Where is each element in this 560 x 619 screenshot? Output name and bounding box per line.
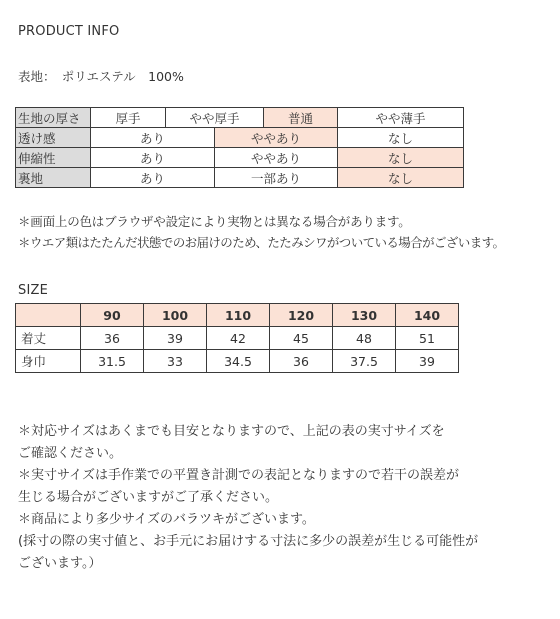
fabric-cell: やや厚手 [166, 108, 264, 128]
size-column-header: 140 [396, 304, 459, 327]
size-cell: 48 [333, 327, 396, 350]
note-color: ＊画面上の色はブラウザや設定により実物とは異なる場合があります。 [18, 214, 411, 229]
fabric-cell: 一部あり [215, 168, 338, 188]
size-cell: 51 [396, 327, 459, 350]
fabric-cell-selected: なし [338, 148, 464, 168]
fabric-row-thickness [16, 108, 464, 128]
row-label: 透け感 [16, 128, 91, 148]
size-cell: 36 [270, 350, 333, 373]
row-label: 伸縮性 [16, 148, 91, 168]
size-cell: 34.5 [207, 350, 270, 373]
size-row-width [16, 350, 459, 373]
fabric-properties-table [15, 107, 464, 188]
material-text: 表地： ポリエステル 100% [18, 69, 184, 84]
size-row-label: 着丈 [16, 327, 81, 350]
fabric-cell: やや薄手 [338, 108, 464, 128]
fabric-cell: なし [338, 128, 464, 148]
fabric-cell-selected: 普通 [264, 108, 338, 128]
size-table [15, 303, 459, 373]
size-row-length [16, 327, 459, 350]
size-cell: 33 [144, 350, 207, 373]
size-column-header: 130 [333, 304, 396, 327]
fabric-cell: あり [91, 168, 215, 188]
size-header-row [16, 304, 459, 327]
size-header-blank [16, 304, 81, 327]
fabric-cell-selected: なし [338, 168, 464, 188]
fabric-row-lining [16, 168, 464, 188]
size-cell: 31.5 [81, 350, 144, 373]
disclaimer-block [18, 421, 478, 575]
disclaimer-line: ＊対応サイズはあくまでも目安となりますので、上記の表の実寸サイズを [18, 424, 445, 439]
size-cell: 45 [270, 327, 333, 350]
fabric-cell: あり [91, 148, 215, 168]
disclaimer-line: 生じる場合がございますがご了承ください。 [18, 490, 279, 505]
disclaimer-line: ＊商品により多少サイズのバラツキがございます。 [18, 512, 315, 527]
size-cell: 36 [81, 327, 144, 350]
fabric-cell: あり [91, 128, 215, 148]
size-heading: SIZE [18, 283, 49, 298]
size-cell: 37.5 [333, 350, 396, 373]
disclaimer-line: ご確認ください。 [18, 446, 123, 461]
fabric-row-stretch [16, 148, 464, 168]
row-label: 裏地 [16, 168, 91, 188]
fabric-cell: ややあり [215, 148, 338, 168]
disclaimer-line: ございます。） [18, 556, 102, 571]
disclaimer-line: ＊実寸サイズは手作業での平置き計測での表記となりますので若干の誤差が [18, 468, 459, 483]
fabric-row-sheerness [16, 128, 464, 148]
size-column-header: 90 [81, 304, 144, 327]
product-info-heading: PRODUCT INFO [18, 24, 120, 39]
size-cell: 42 [207, 327, 270, 350]
disclaimer-line: (採寸の際の実寸値と、お手元にお届けする寸法に多少の誤差が生じる可能性が [18, 534, 479, 549]
fabric-cell: 厚手 [91, 108, 166, 128]
size-column-header: 110 [207, 304, 270, 327]
size-cell: 39 [396, 350, 459, 373]
size-cell: 39 [144, 327, 207, 350]
fabric-cell-selected: ややあり [215, 128, 338, 148]
size-column-header: 100 [144, 304, 207, 327]
size-column-header: 120 [270, 304, 333, 327]
note-folding: ＊ウエア類はたたんだ状態でのお届けのため、たたみシワがついている場合がございます。 [18, 235, 505, 250]
row-label: 生地の厚さ [16, 108, 91, 128]
size-row-label: 身巾 [16, 350, 81, 373]
